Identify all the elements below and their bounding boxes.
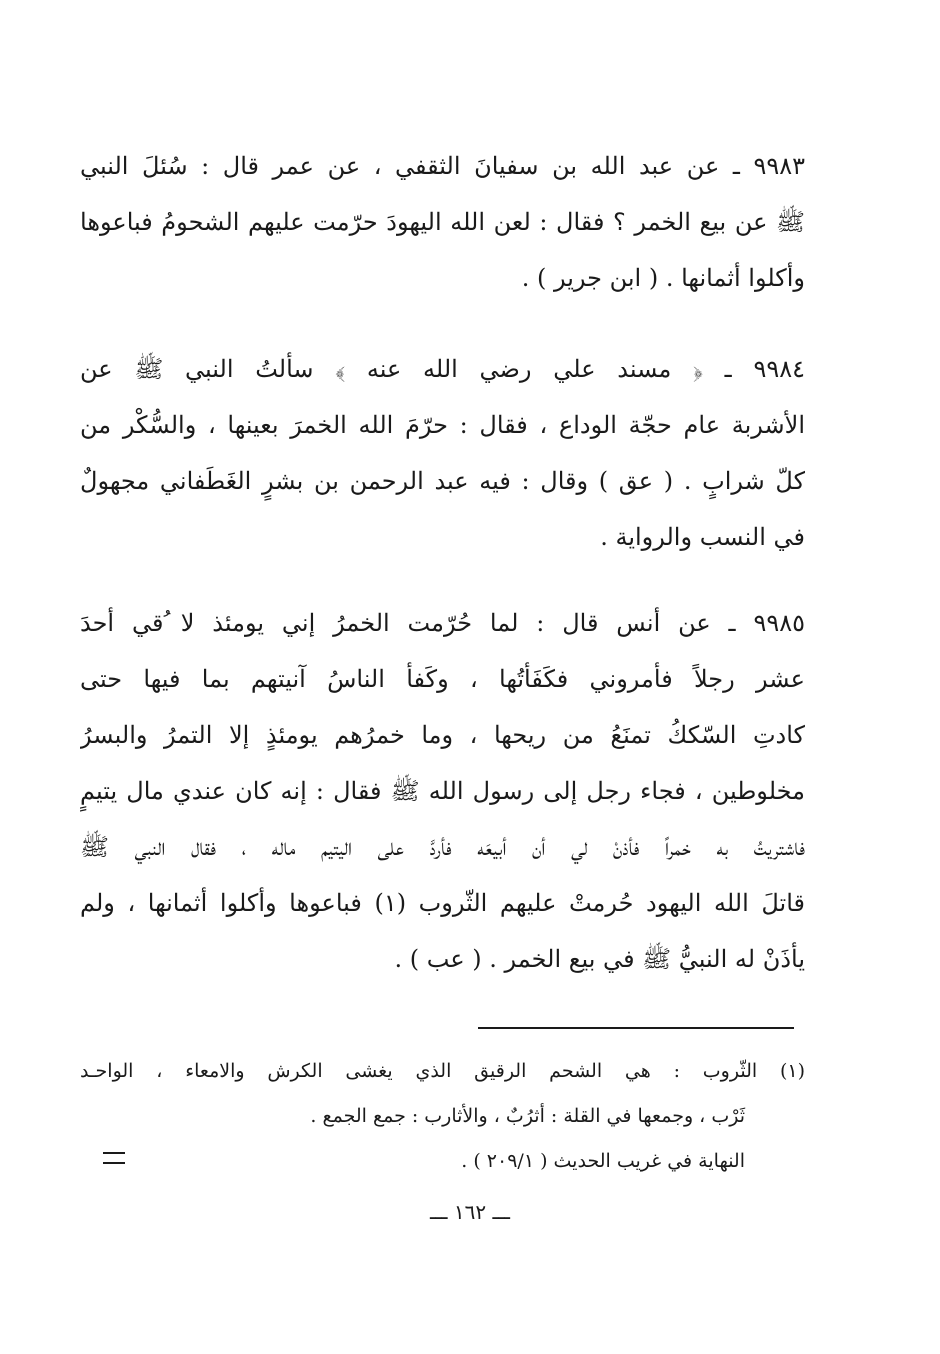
footnote-block	[80, 1049, 805, 1184]
hadith-line: كلّ شرابٍ . ( عق ) وقال : فيه عبد الرحمن بن بشرٍ الغَطَفاني مجهولٌ	[80, 467, 805, 495]
page-number: ـــ ١٦٢ ـــ	[429, 1200, 511, 1224]
footnote-line: (١) الثّروب : هي الشحم الرقيق الذي يغشى الكرش والامعاء ، الواحـد	[80, 1060, 805, 1082]
hadith-line: الأشربة عام حجّة الوداع ، فقال : حرّمَ الله الخمرَ بعينها ، والسُّكْر من	[80, 411, 805, 439]
footnote-line: ثَرْب ، وجمعها في القلة : أثرُبٌ ، والأثارب : جمع الجمع .	[310, 1105, 745, 1127]
footnote-separator	[478, 1027, 794, 1029]
hadith-line: قاتلَ الله اليهود حُرمتْ عليهم الثّروب (١) فباعوها وأكلوا أثمانها ، ولم	[80, 889, 805, 917]
hadith-line: ٩٩٨٣ ـ عن عبد الله بن سفيانَ الثقفي ، عن عمر قال : سُئلَ النبي	[80, 152, 805, 180]
hadith-line: ٩٩٨٥ ـ عن أنس قال : لما حُرّمت الخمرُ إني يومئذ لا ُقي أحدَ	[80, 609, 805, 637]
hadith-9984	[80, 341, 805, 565]
hadith-9985	[80, 595, 805, 987]
hadith-line: مخلوطين ، فجاء رجل إلى رسول الله ﷺ فقال : إنه كان عندي مال يتيمٍ	[80, 777, 805, 805]
hadith-line: فاشتريتُ به خمراً فأذنْ لي أن أبيعَه فأردَّ على اليتيم ماله ، فقال النبي ﷺ	[80, 833, 805, 861]
hadith-line: يأذَنْ له النبيُّ ﷺ في بيع الخمر . ( عب ) .	[394, 945, 805, 973]
hadith-line: في النسب والرواية .	[600, 523, 805, 551]
footnote-line: النهاية في غريب الحديث ( ٢٠٩/١ ) .	[461, 1150, 745, 1172]
hadith-line: ﷺ عن بيع الخمر ؟ فقال : لعن الله اليهودَ حرّمت عليهم الشحومُ فباعوها	[80, 208, 805, 236]
continuation-mark-icon	[103, 1152, 125, 1164]
hadith-line: وأكلوا أثمانها . ( ابن جرير ) .	[521, 264, 805, 292]
hadith-line: عشر رجلاً فأمروني فكَفَأتُها ، وكَفأ الناسُ آنيتهم بما فيها حتى	[80, 665, 805, 693]
hadith-9983	[80, 138, 805, 306]
hadith-line: كادتِ السّككُ تمنَعُ من ريحها ، وما خمرُهم يومئذٍ إلا التمرُ والبسرُ	[80, 721, 805, 749]
hadith-line: ٩٩٨٤ ـ ﴿ مسند علي رضي الله عنه ﴾ سألتُ النبي ﷺ عن	[80, 355, 805, 383]
